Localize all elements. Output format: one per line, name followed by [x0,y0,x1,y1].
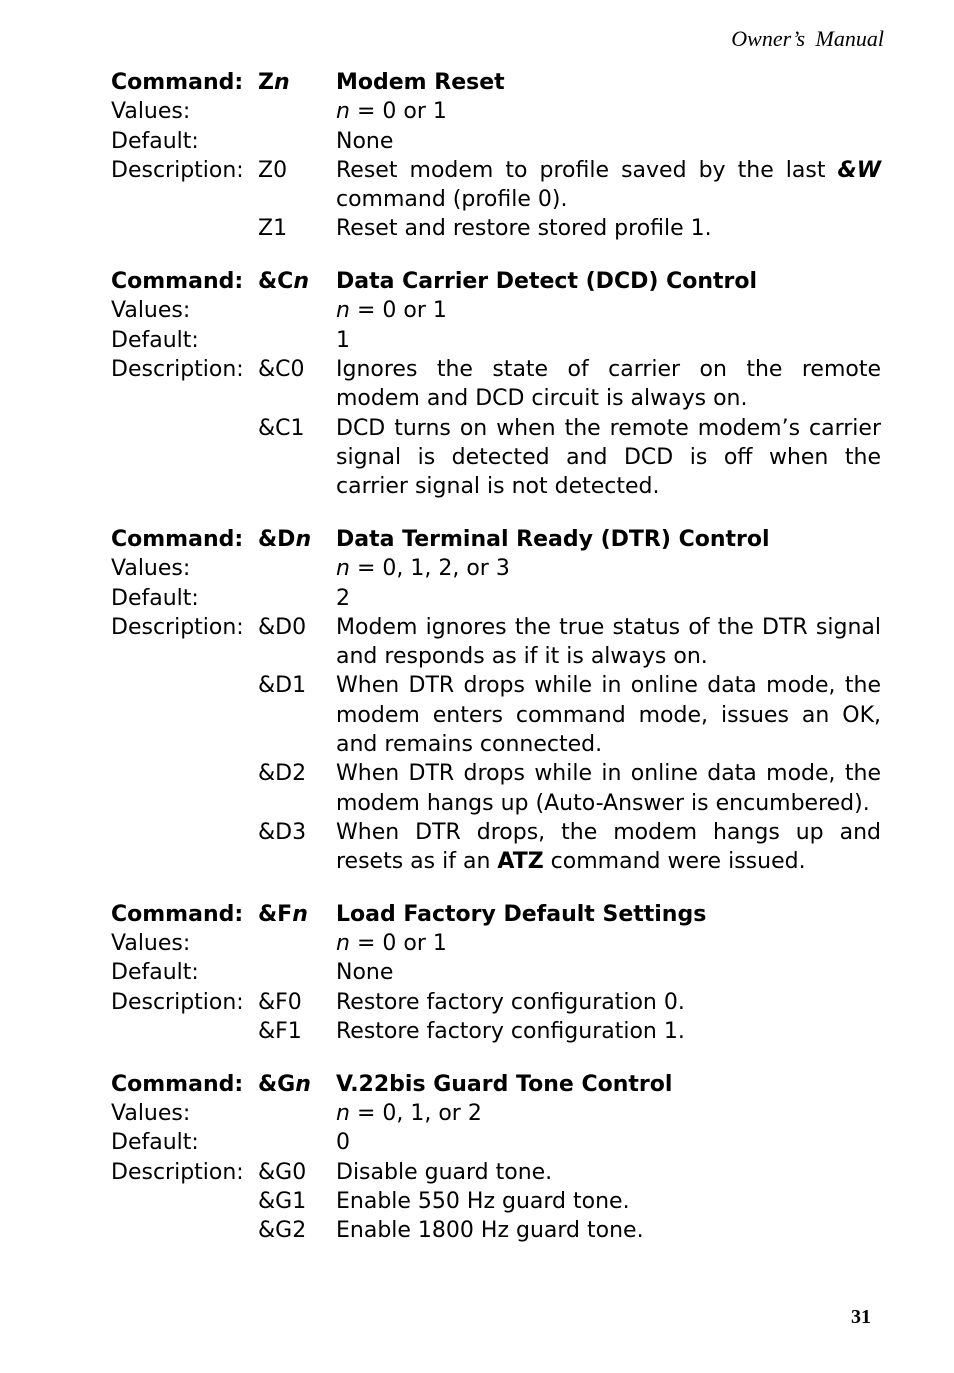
item-code: &C0 [258,357,305,383]
command-label: Command: [111,1071,244,1097]
command-title: Data Carrier Detect (DCD) Control [336,269,758,295]
default-value: None [336,960,394,986]
item-text: Enable 550 Hz guard tone. [336,1188,630,1214]
values-row: Values: n = 0 or 1 [111,929,881,958]
description-item: Description: &C0 Ignores the state of carrier on the remote modem and DCD circuit is always on. [111,355,881,414]
item-text: Enable 1800 Hz guard tone. [336,1218,644,1244]
command-label: Command: [111,70,244,95]
default-row: Default: 0 [111,1128,881,1157]
item-code: &G2 [258,1218,307,1244]
item-code: Z1 [258,216,288,242]
default-row: Default: 2 [111,584,881,613]
item-code: &G0 [258,1159,307,1185]
values-text: n = 0 or 1 [336,99,447,125]
description-item [111,214,881,243]
command-reference [111,68,881,1269]
item-code: &F0 [258,989,302,1015]
description-item [111,1216,881,1245]
values-row: Values: n = 0 or 1 [111,296,881,325]
command-code: &Gn [258,1071,311,1097]
default-value: None [336,128,394,154]
description-item: Description: &G0 Disable guard tone. [111,1158,881,1187]
command-block-f [111,900,881,1046]
command-title: Data Terminal Ready (DTR) Control [336,526,770,552]
command-block-g [111,1070,881,1246]
item-text: DCD turns on when the remote modem’s carrier signal is detected and DCD is off when the carrier signal is not detected. [336,415,881,500]
values-row: Values: n = 0, 1, or 2 [111,1099,881,1128]
values-text: n = 0 or 1 [336,298,447,324]
item-code: Z0 [258,157,288,183]
command-code: &Dn [258,526,312,552]
item-code: &D2 [258,761,307,787]
item-code: &F1 [258,1019,302,1045]
description-item [111,1017,881,1046]
default-value: 2 [336,585,350,611]
command-label: Command: [111,901,244,927]
default-value: 1 [336,327,350,353]
command-row [111,1070,881,1099]
item-text: Reset and restore stored profile 1. [336,216,712,242]
command-label: Command: [111,526,244,552]
values-row: Values: n = 0, 1, 2, or 3 [111,554,881,583]
command-code: &Cn [258,269,310,295]
command-row [111,68,881,97]
description-item: Description: Z0 Reset modem to profile saved by the last &W command (profile 0). [111,156,881,215]
command-block-c [111,267,881,501]
item-code: &D1 [258,673,307,699]
running-header: Owner’s Manual [731,26,884,51]
command-row [111,267,881,296]
description-item [111,1187,881,1216]
default-row: Default: None [111,958,881,987]
values-text: n = 0, 1, or 2 [336,1101,482,1127]
item-code: &D3 [258,819,307,845]
item-text: When DTR drops while in online data mode, the modem hangs up (Auto-Answer is encumbered). [336,761,881,816]
item-text: Reset modem to profile saved by the last &W command (profile 0). [336,157,881,213]
command-code: Zn [258,70,290,95]
description-item [111,759,881,818]
item-text: When DTR drops, the modem hangs up and resets as if an ATZ command were issued. [336,819,881,875]
item-code: &D0 [258,614,307,640]
page-number: 31 [851,1306,871,1328]
command-block-d [111,525,881,877]
description-item [111,671,881,759]
default-row: Default: None [111,127,881,156]
description-item: Description: &F0 Restore factory configuration 0. [111,988,881,1017]
command-row [111,900,881,929]
description-item: Description: &D0 Modem ignores the true status of the DTR signal and responds as if it is always on. [111,613,881,672]
command-block-z [111,68,881,244]
values-row: Values: n = 0 or 1 [111,97,881,126]
command-label: Command: [111,269,244,295]
default-row: Default: 1 [111,326,881,355]
item-text: Modem ignores the true status of the DTR signal and responds as if it is always on. [336,614,881,670]
item-code: &C1 [258,415,305,441]
values-text: n = 0 or 1 [336,931,447,957]
description-item [111,414,881,502]
command-title: Modem Reset [336,70,505,95]
command-code: &Fn [258,901,308,927]
item-text: Ignores the state of carrier on the remote modem and DCD circuit is always on. [336,357,881,412]
item-code: &G1 [258,1188,307,1214]
item-text: Restore factory configuration 0. [336,989,685,1015]
command-title: V.22bis Guard Tone Control [336,1071,673,1097]
item-text: When DTR drops while in online data mode, the modem enters command mode, issues an OK, and remains connected. [336,673,881,758]
command-title: Load Factory Default Settings [336,901,707,927]
command-row [111,525,881,554]
default-value: 0 [336,1130,350,1156]
description-item [111,818,881,877]
item-text: Disable guard tone. [336,1159,553,1185]
item-text: Restore factory configuration 1. [336,1019,685,1045]
values-text: n = 0, 1, 2, or 3 [336,556,510,582]
